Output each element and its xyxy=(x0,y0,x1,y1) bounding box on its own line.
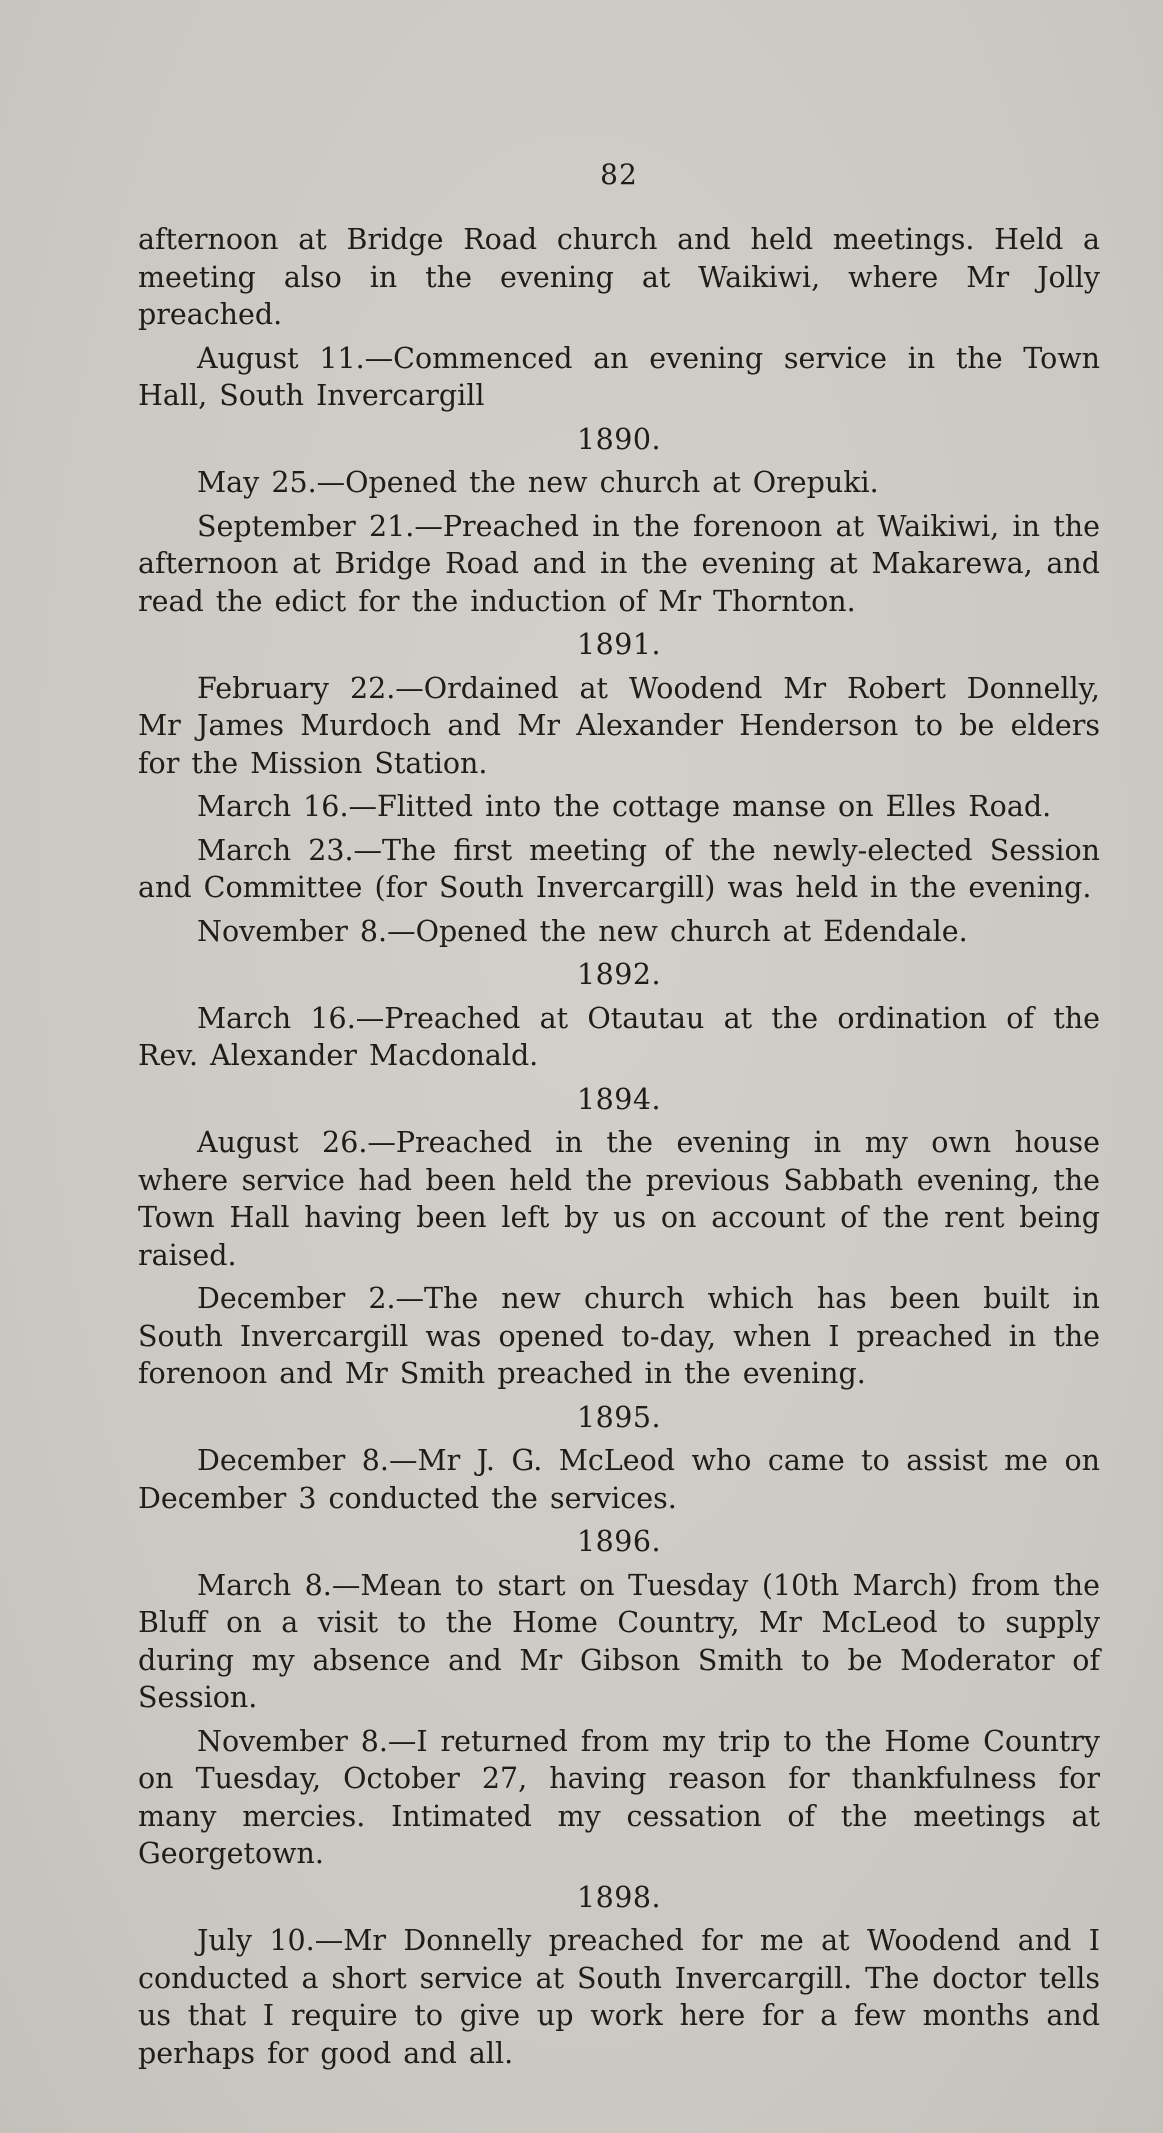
year-heading-1896: 1896. xyxy=(576,1525,662,1558)
diary-entry-november-8-1896: November 8.—I returned from my trip to the Home Country on Tuesday, October 27, having reason for thankfulness for many mercies. Intimated my cessation of the meetings at Georgetown. xyxy=(138,1724,1100,1870)
diary-entry-august-11: August 11.—Commenced an evening service in the Town Hall, South Invercargill xyxy=(138,341,1100,412)
year-heading-1890: 1890. xyxy=(576,422,662,456)
diary-entry-december-8: December 8.—Mr J. G. McLeod who came to assist me on December 3 conducted the services. xyxy=(138,1444,1100,1515)
diary-entry-february-22: February 22.—Ordained at Woodend Mr Robert Donnelly, Mr James Murdoch and Mr Alexander Henderson to be elders for the Mission Station. xyxy=(138,671,1100,780)
year-heading-1894: 1894. xyxy=(576,1082,662,1116)
body-text xyxy=(138,221,1100,2072)
year-heading-1895: 1895. xyxy=(576,1400,662,1434)
year-heading-1892: 1892. xyxy=(576,958,662,991)
diary-entry-november-8: November 8.—Opened the new church at Edendale. xyxy=(197,914,968,948)
diary-entry-march-16-1892: March 16.—Preached at Otautau at the ordination of the Rev. Alexander Macdonald. xyxy=(138,1001,1100,1072)
diary-entry-august-26: August 26.—Preached in the evening in my own house where service had been held the previous Sabbath evening, the Town Hall having been left by us on account of the rent being raised. xyxy=(138,1126,1100,1272)
year-heading-1898: 1898. xyxy=(576,1880,662,1914)
diary-entry-march-8: March 8.—Mean to start on Tuesday (10th March) from the Bluff on a visit to the Home Country, Mr McLeod to supply during my absence and Mr Gibson Smith to be Moderator of Session. xyxy=(138,1568,1100,1714)
diary-entry-july-10: July 10.—Mr Donnelly preached for me at Woodend and I conducted a short service at South Invercargill. The doctor tells us that I require to give up work here for a few months and perhaps for good and all. xyxy=(138,1924,1100,2070)
diary-entry-december-2: December 2.—The new church which has been built in South Invercargill was opened to-day, when I preached in the forenoon and Mr Smith preached in the evening. xyxy=(138,1282,1100,1390)
diary-entry-march-23: March 23.—The first meeting of the newly-elected Session and Committee (for South Invercargill) was held in the evening. xyxy=(138,833,1100,904)
year-heading-1891: 1891. xyxy=(576,628,662,661)
page-number: 82 xyxy=(600,158,638,191)
paragraph: afternoon at Bridge Road church and held meetings. Held a meeting also in the evening at Waikiwi, where Mr Jolly preached. xyxy=(138,223,1100,331)
diary-entry-may-25: May 25.—Opened the new church at Orepuki. xyxy=(197,466,879,499)
diary-entry-march-16: March 16.—Flitted into the cottage manse on Elles Road. xyxy=(197,790,1052,823)
diary-entry-september-21: September 21.—Preached in the forenoon at Waikiwi, in the afternoon at Bridge Road and in the evening at Makarewa, and read the edict for the induction of Mr Thornton. xyxy=(138,509,1100,618)
